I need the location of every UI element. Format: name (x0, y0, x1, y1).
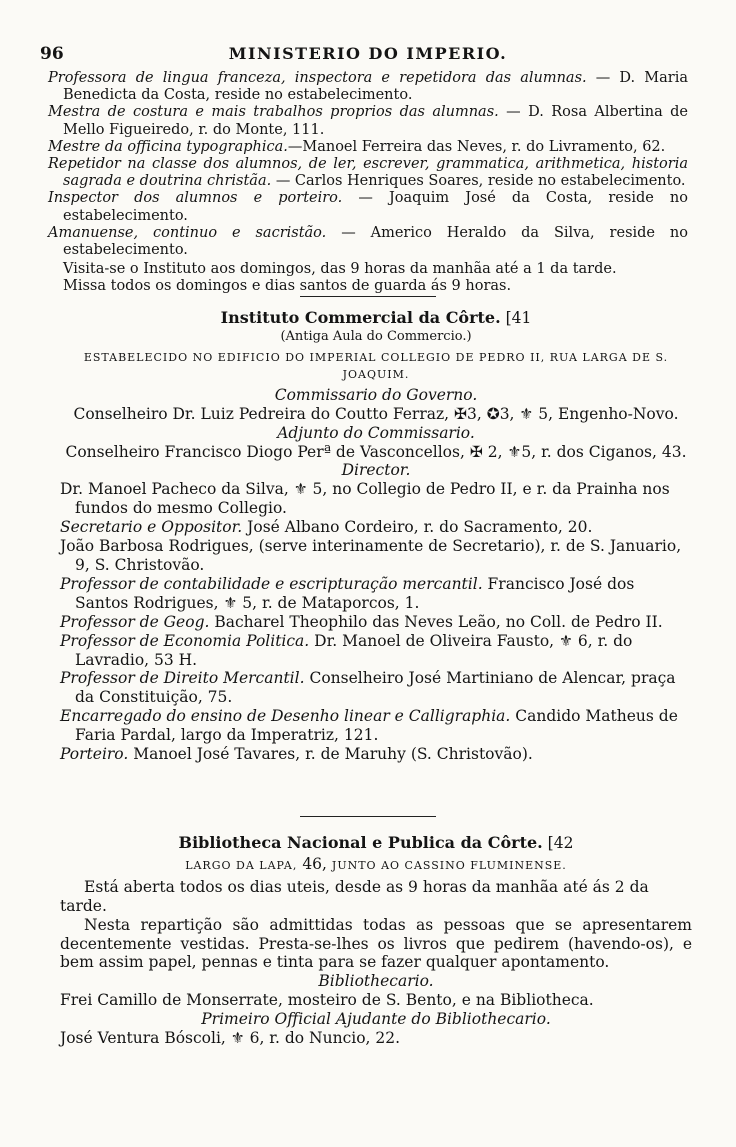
bibliotheca-rules: Nesta repartição são admittidas todas as pessoas que se apresentarem decentemente vestidas. Presta-se-lhes os livros que pedirem (havendo-os), e bem assim papel, pennas e tinta para se fazer qualquer apontamento. (60, 915, 692, 972)
entry-inspector: Inspector dos alumnos e porteiro. — Joaquim José da Costa, reside no estabelecimento. (48, 190, 688, 224)
entry-amanuense: Amanuense, continuo e sacristão. — Americo Heraldo da Silva, reside no estabelecimento. (48, 224, 688, 259)
secretario-entry: Secretario e Oppositor. José Albano Cordeiro, r. do Sacramento, 20. (60, 518, 593, 537)
page-header (30, 44, 706, 68)
instituto-location: ESTABELECIDO NO EDIFICIO DO IMPERIAL COLLEGIO DE PEDRO II, RUA LARGA DE S. JOAQUIM. (83, 350, 669, 381)
bibliothecario-entry: Frei Camillo de Monserrate, mosteiro de S. Bento, e na Bibliotheca. (60, 991, 594, 1010)
entry-professora: Professora de lingua franceza, inspectora e repetidora das alumnas. — D. Maria Benedicta da Costa, reside no estabelecimento. (48, 70, 688, 104)
running-title: MINISTERIO DO IMPERIO. (228, 44, 508, 63)
staff-economia: Professor de Economia Politica. Dr. Manoel de Oliveira Fausto, ⚜ 6, r. do Lavradio, 53 H. (60, 631, 633, 669)
staff-list-top (48, 70, 688, 296)
visit-note: Visita-se o Instituto aos domingos, das 9 horas da manhãa até a 1 da tarde. (63, 261, 617, 278)
ajudante-heading: Primeiro Official Ajudante do Bibliothecario. (201, 1010, 551, 1029)
section-divider-2 (300, 816, 436, 817)
staff-direito: Professor de Direito Mercantil. Conselheiro José Martiniano de Alencar, praça da Constituição, 75. (60, 669, 676, 707)
secretario-interino-entry: João Barbosa Rodrigues, (serve interinamente de Secretario), r. de S. Januario, 9, S. Christovão. (60, 537, 682, 574)
instituto-number: [41 (505, 309, 532, 327)
ajudante-entry: José Ventura Bóscoli, ⚜ 6, r. do Nuncio, 22. (60, 1029, 401, 1048)
instituto-title-line (60, 309, 692, 328)
bibliothecario-heading: Bibliothecario. (318, 972, 434, 991)
entry-repetidor: Repetidor na classe dos alumnos, de ler, escrever, grammatica, arithmetica, historia sagrada e doutrina christãa. — Carlos Henriques Soares, reside no estabelecimento. (48, 156, 688, 190)
instituto-title: Instituto Commercial da Côrte. (220, 308, 501, 327)
staff-geografia: Professor de Geog. Bacharel Theophilo das Neves Leão, no Coll. de Pedro II. (60, 612, 663, 631)
page-number: 96 (40, 44, 64, 64)
staff-contabilidade: Professor de contabilidade e escripturação mercantil. Francisco José dos Santos Rodrigues, ⚜ 5, r. de Mataporcos, 1. (60, 574, 635, 612)
mass-note: Missa todos os domingos e dias santos de guarda ás 9 horas. (63, 278, 512, 295)
instituto-section (60, 309, 692, 764)
bibliotheca-section (60, 834, 692, 1048)
staff-porteiro: Porteiro. Manoel José Tavares, r. de Maruhy (S. Christovão). (60, 745, 533, 764)
entry-mestre: Mestre da officina typographica.—Manoel Ferreira das Neves, r. do Livramento, 62. (48, 138, 666, 155)
bibliotheca-location: LARGO DA LAPA, 46, JUNTO AO CASSINO FLUMINENSE. (185, 854, 567, 873)
adjunto-heading: Adjunto do Commissario. (277, 423, 475, 442)
bibliotheca-title-line (60, 834, 692, 853)
section-divider (300, 296, 436, 297)
bibliotheca-hours: Está aberta todos os dias uteis, desde as 9 horas da manhãa até ás 2 da tarde. (60, 877, 649, 915)
commissario-heading: Commissario do Governo. (274, 385, 478, 404)
instituto-subtitle: (Antiga Aula do Commercio.) (280, 328, 472, 344)
entry-mestra: Mestra de costura e mais trabalhos proprios das alumnas. — D. Rosa Albertina de Mello Figueiredo, r. do Monte, 111. (48, 104, 689, 138)
director-heading: Director. (341, 461, 411, 480)
director-entry: Dr. Manoel Pacheco da Silva, ⚜ 5, no Collegio de Pedro II, e r. da Prainha nos fundos do mesmo Collegio. (60, 480, 670, 518)
bibliotheca-title: Bibliotheca Nacional e Publica da Côrte. (178, 833, 543, 852)
bibliotheca-number: [42 (547, 834, 574, 852)
commissario-entry: Conselheiro Dr. Luiz Pedreira do Coutto Ferraz, ✠3, ✪3, ⚜ 5, Engenho-Novo. (73, 404, 679, 423)
staff-desenho: Encarregado do ensino de Desenho linear e Calligraphia. Candido Matheus de Faria Pardal, largo da Imperatriz, 121. (60, 707, 678, 745)
adjunto-entry: Conselheiro Francisco Diogo Perª de Vasconcellos, ✠ 2, ⚜5, r. dos Ciganos, 43. (65, 442, 687, 461)
